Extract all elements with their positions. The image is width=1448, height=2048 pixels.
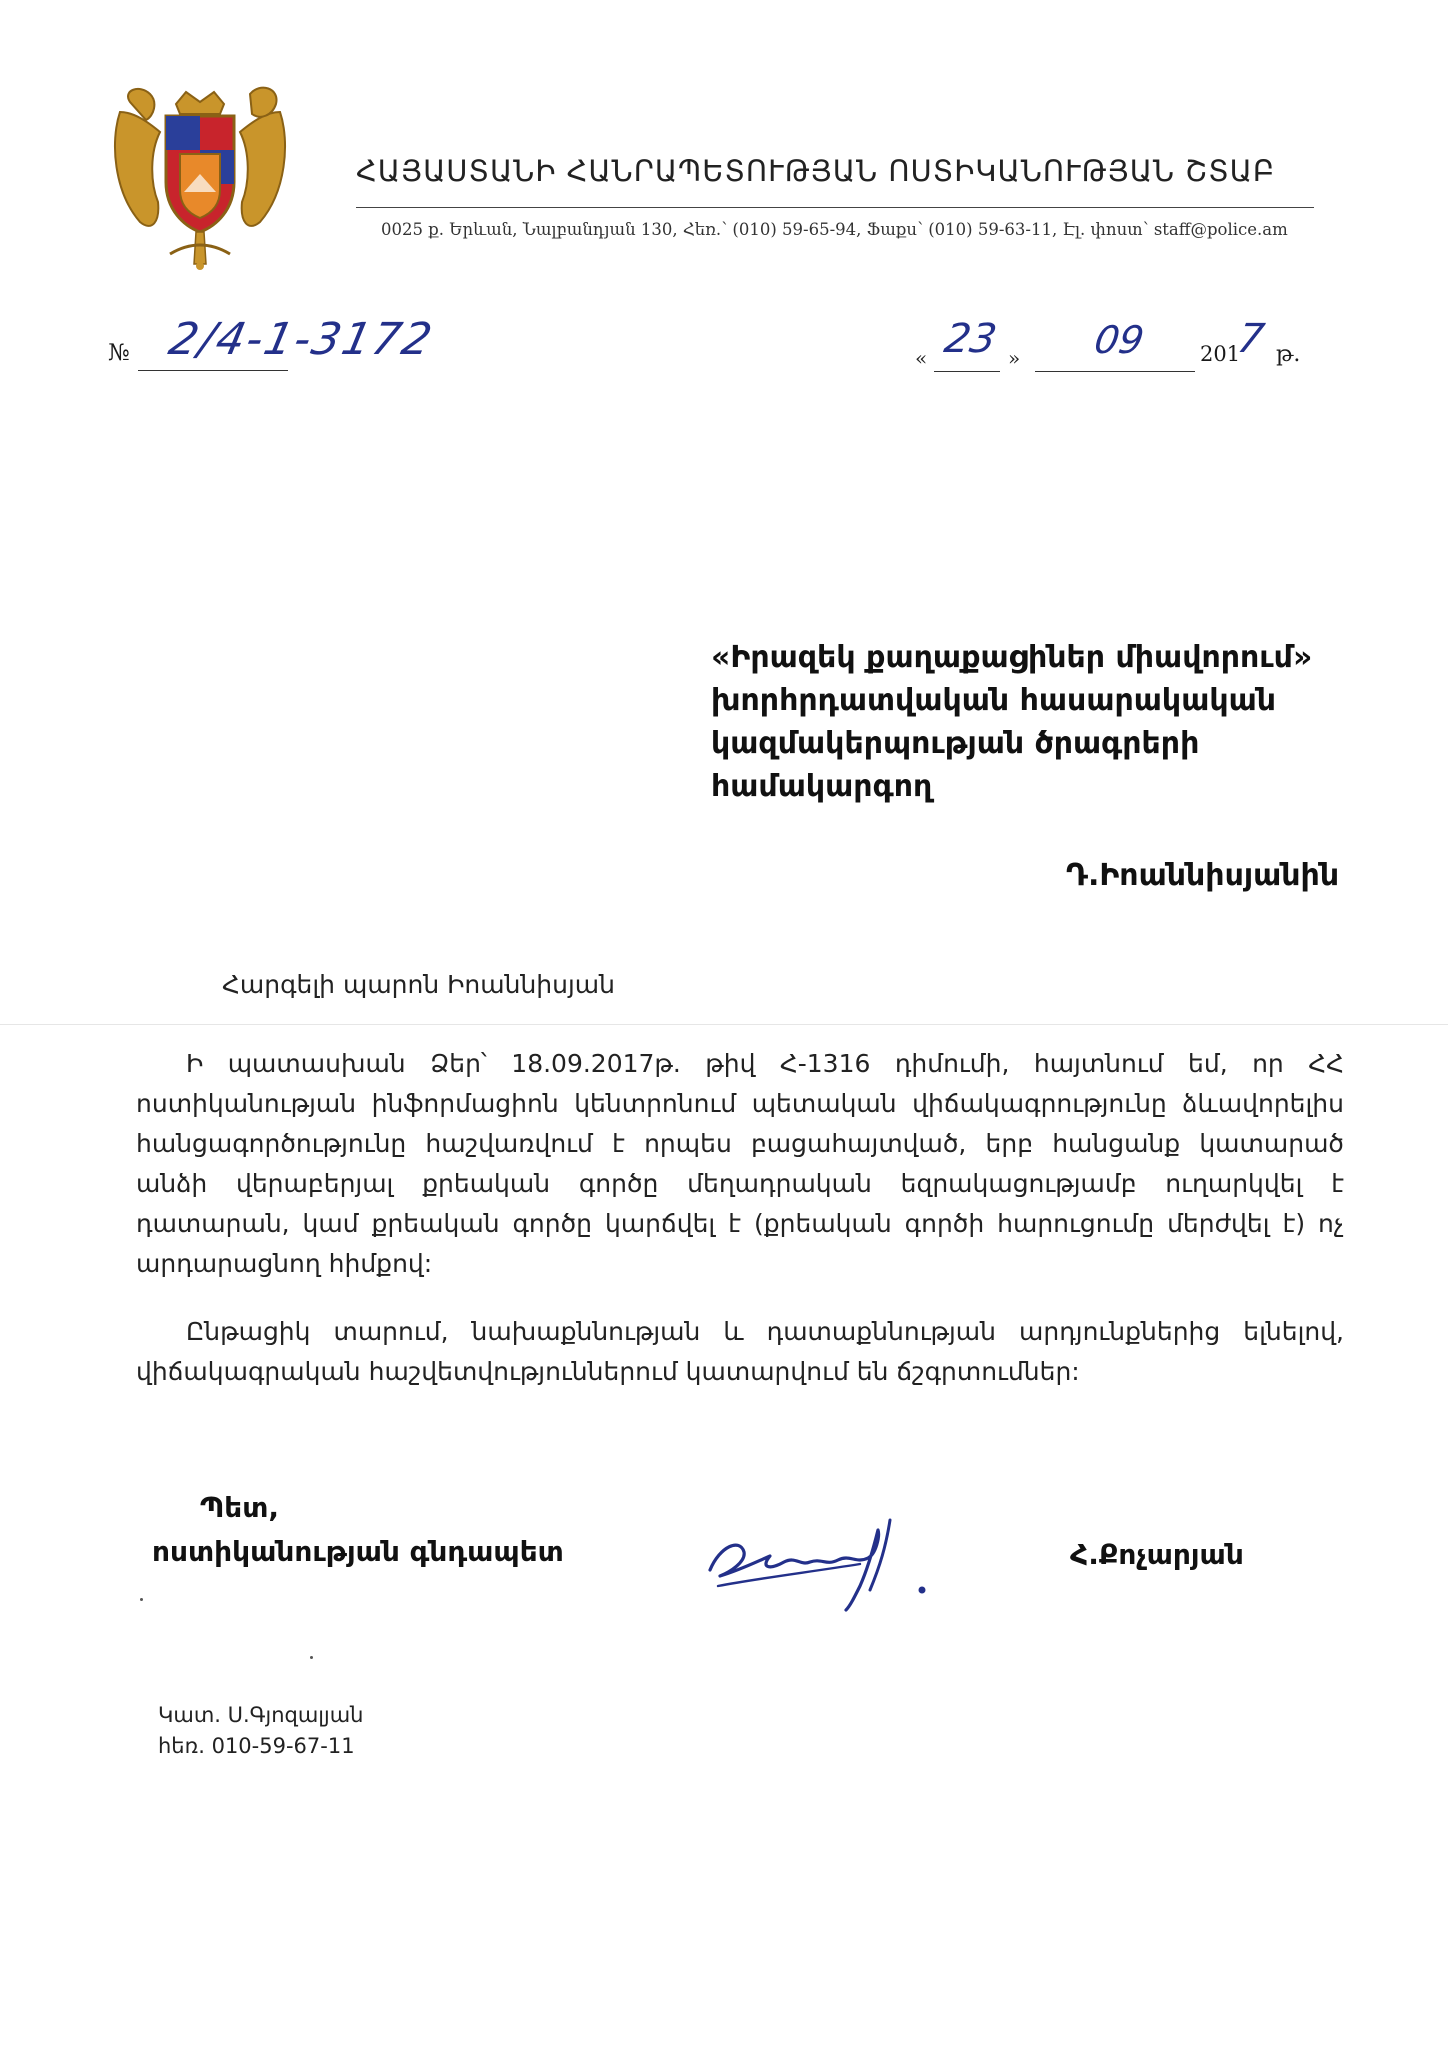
date-day-underline bbox=[934, 371, 1000, 372]
date-year-handwritten: 7 bbox=[1233, 316, 1268, 362]
executor-name: Կատ. Ս.Գյոզալյան bbox=[158, 1703, 364, 1727]
paper-speck bbox=[140, 1598, 143, 1601]
addressee-block bbox=[711, 636, 1361, 808]
date-month: 09 bbox=[1091, 318, 1148, 362]
handwritten-signature bbox=[700, 1506, 940, 1616]
paper-fold-line bbox=[0, 1024, 1448, 1025]
organization-address: 0025 ք. Երևան, Նալբանդյան 130, Հեռ.՝ (010) 59-65-94, Ֆաքս՝ (010) 59-63-11, Էլ. փոստ՝ staff@police.am bbox=[381, 220, 1288, 239]
addressee-name: Դ.Իոաննիսյանին bbox=[1066, 858, 1340, 893]
executor-info bbox=[158, 1700, 363, 1762]
body-paragraph: Ի պատասխան Ձեր՝ 18.09.2017թ. թիվ Հ-1316 դիմումի, հայտնում եմ, որ ՀՀ ոստիկանության ինֆորմացիոն կենտրոնում պետական վիճակագրությունը ձևավորելիս հանցագործությունը հաշվառվում է որպես բացահայտված, երբ հանցանք կատարած անձի վերաբերյալ քրեական գործը մեղադրական եզրակացությամբ ուղարկվել է դատարան, կամ քրեական գործը կարճվել է (քրեական գործի հարուցումը մերժվել է) ոչ արդարացնող հիմքով: bbox=[136, 1049, 1344, 1278]
addressee-line: կազմակերպության ծրագրերի bbox=[711, 726, 1200, 761]
body-paragraph: Ընթացիկ տարում, նախաքննության և դատաքննության արդյունքներից ելնելով, վիճակագրական հաշվետվություններում կատարվում են ճշգրտումներ: bbox=[136, 1317, 1344, 1386]
executor-phone: հեռ. 010-59-67-11 bbox=[158, 1734, 355, 1758]
date-day: 23 bbox=[940, 316, 1000, 362]
date-open-quote: « bbox=[915, 346, 928, 370]
date-year-suffix: թ. bbox=[1276, 342, 1301, 367]
organization-name: ՀԱՅԱՍՏԱՆԻ ՀԱՆՐԱՊԵՏՈՒԹՅԱՆ ՈՍՏԻԿԱՆՈՒԹՅԱՆ ՇՏԱԲ bbox=[356, 154, 1276, 188]
reference-number: 2/4-1-3172 bbox=[164, 314, 438, 365]
date-month-underline bbox=[1035, 371, 1195, 372]
reference-number-underline bbox=[138, 370, 288, 371]
addressee-line: խորհրդատվական հասարակական bbox=[711, 683, 1277, 718]
signatory-title-line: ոստիկանության գնդապետ bbox=[152, 1535, 564, 1568]
letterhead-divider bbox=[356, 207, 1314, 208]
date-year-printed: 201 bbox=[1200, 342, 1241, 366]
salutation: Հարգելի պարոն Իոաննիսյան bbox=[222, 970, 615, 999]
paper-speck bbox=[310, 1656, 313, 1659]
signatory-title-line: Պետ, bbox=[200, 1491, 280, 1524]
date-close-quote: » bbox=[1008, 346, 1021, 370]
addressee-line: համակարգող bbox=[711, 769, 933, 804]
addressee-line: «Իրազեկ քաղաքացիներ միավորում» bbox=[711, 640, 1313, 675]
signatory-title bbox=[152, 1486, 564, 1574]
reference-number-label: № bbox=[108, 340, 130, 366]
coat-of-arms-emblem bbox=[100, 82, 300, 272]
signatory-name: Հ.Քոչարյան bbox=[1070, 1538, 1244, 1571]
